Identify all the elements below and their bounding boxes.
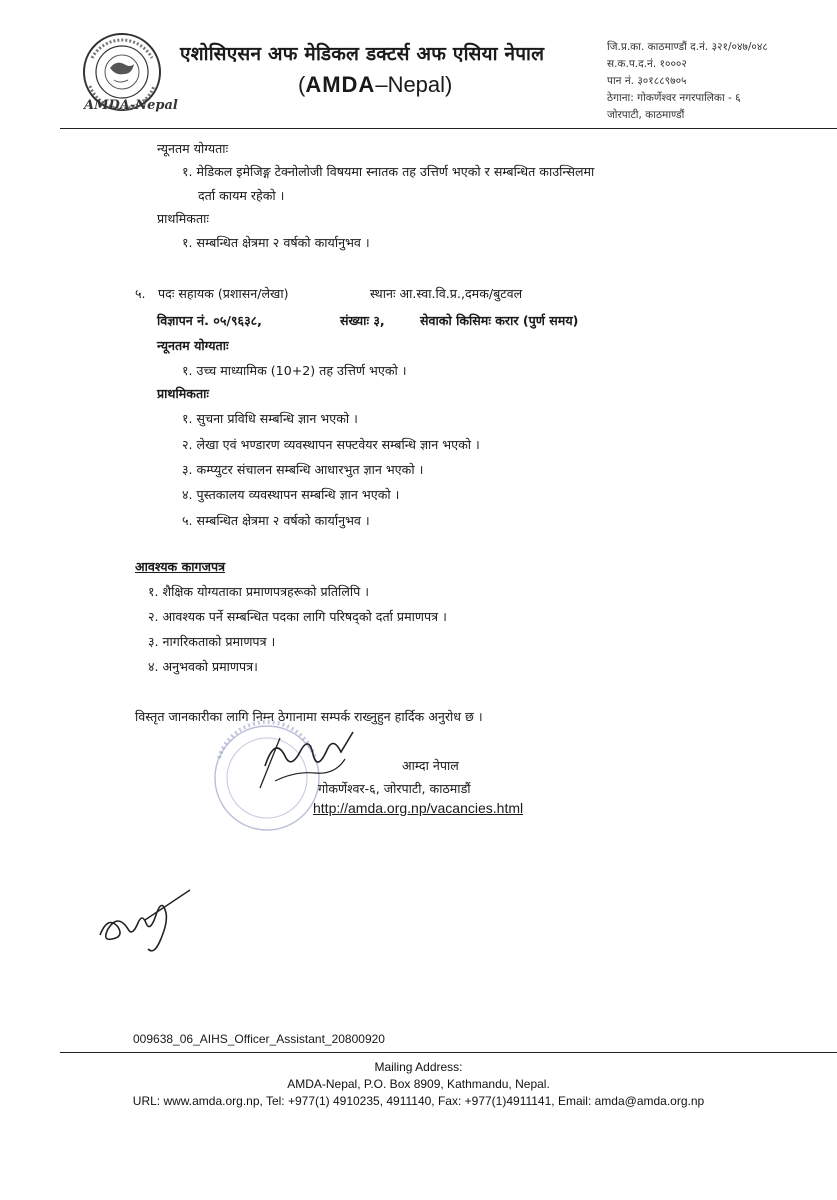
footer-mailing-label: Mailing Address: [374,1060,463,1074]
post-count: संख्याः ३, [340,313,385,328]
list-item: ४. अनुभवको प्रमाणपत्र। [148,659,258,674]
footer-divider [60,1052,837,1053]
footer-address: AMDA-Nepal, P.O. Box 8909, Kathmandu, Nepal. [287,1077,550,1091]
list-item: ५. सम्बन्धित क्षेत्रमा २ वर्षको कार्यानुभव । [182,513,370,528]
contact-note: विस्तृत जानकारीका लागि निम्न ठेगानामा सम्पर्क राख्नुहुन हार्दिक अनुरोध छ । [135,709,483,724]
post-number: ५. [135,286,146,301]
list-item: १. सम्बन्धित क्षेत्रमा २ वर्षको कार्यानुभव । [182,235,370,250]
list-item: १. उच्च माध्यामिक (10+2) तह उत्तिर्ण भएको । [182,363,407,378]
priority-label: प्राथमिकताः [157,386,209,401]
registration-line: पान नं. ३०१८८९७०५ [607,75,687,87]
signatory-address: गोकर्णेश्वर-६, जोरपाटी, काठमाडौं [318,781,471,796]
list-item: १. शैक्षिक योग्यताका प्रमाणपत्रहरूको प्रतिलिपि । [148,584,370,599]
list-item: ३. नागरिकताको प्रमाणपत्र । [148,634,276,649]
post-title: पदः सहायक (प्रशासन/लेखा) [158,286,289,301]
vacancies-link[interactable]: http://amda.org.np/vacancies.html [313,800,524,816]
org-name: एशोसिएसन अफ मेडिकल डक्टर्स अफ एसिया नेपाल [180,43,545,65]
list-item: १. सुचना प्रविधि सम्बन्धि ज्ञान भएको । [182,411,358,426]
org-short-name: (AMDA–Nepal) [298,72,453,97]
logo-caption: AMDA-Nepal [84,98,178,113]
footer-contact: URL: www.amda.org.np, Tel: +977(1) 4910235, 4911140, Fax: +977(1)4911141, Email: amda@amda.org.np [132,1094,705,1108]
handwritten-signature [90,880,200,960]
registration-line: जोरपाटी, काठमाण्डौं [607,109,685,121]
list-item: ४. पुस्तकालय व्यवस्थापन सम्बन्धि ज्ञान भएको । [182,487,400,502]
list-item: १. मेडिकल इमेजिङ्ग टेक्नोलोजी विषयमा स्नातक तह उत्तिर्ण भएको र सम्बन्धित काउन्सिलमा [182,164,595,179]
registration-line: ठेगाना: गोकर्णेश्वर नगरपालिका - ६ [607,92,741,104]
header-divider [60,128,837,129]
post-location: स्थानः आ.स्वा.वि.प्र.,दमक/बुटवल [370,286,523,301]
list-item: २. आवश्यक पर्ने सम्बन्धित पदका लागि परिषद्को दर्ता प्रमाणपत्र । [148,609,447,624]
documents-heading: आवश्यक कागजपत्र [135,559,226,574]
registration-line: जि.प्र.का. काठमाण्डौं द.नं. ३२१/०४७/०४८ [607,41,768,53]
advertisement-number: विज्ञापन नं. ०५/९६३८, [157,313,262,328]
priority-label: प्राथमिकताः [157,211,209,226]
list-item: दर्ता कायम रहेको । [198,188,285,203]
list-item: ३. कम्प्युटर संचालन सम्बन्धि आधारभुत ज्ञान भएको । [182,462,424,477]
registration-line: स.क.प.द.नं. १०००२ [607,58,687,70]
min-qualification-label: न्यूनतम योग्यताः [157,141,229,156]
service-type: सेवाको किसिमः करार (पुर्ण समय) [420,313,579,328]
document-code: 009638_06_AIHS_Officer_Assistant_20800920 [133,1032,385,1046]
amda-logo [72,28,172,128]
min-qualification-label: न्यूनतम योग्यताः [157,338,229,353]
signatory-name: आम्दा नेपाल [402,758,459,773]
list-item: २. लेखा एवं भण्डारण व्यवस्थापन सफ्टवेयर सम्बन्धि ज्ञान भएको । [182,437,480,452]
